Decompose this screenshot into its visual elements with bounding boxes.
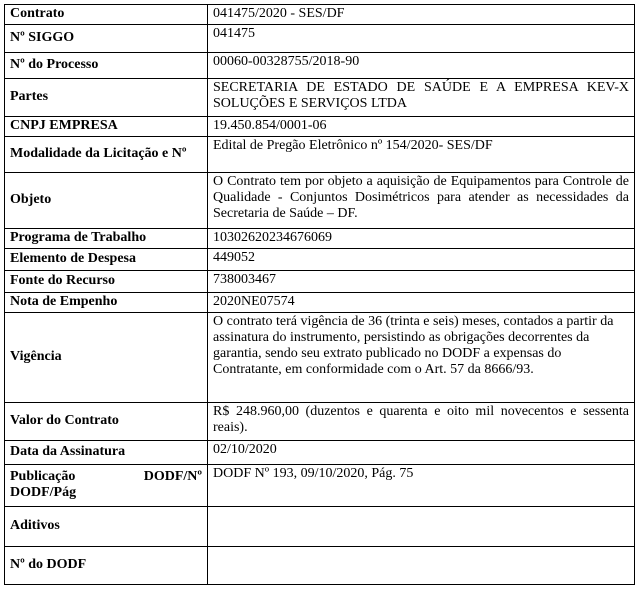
table-row: [5, 403, 635, 441]
row-value: 041475: [208, 25, 635, 53]
row-label: Nº do DODF: [5, 547, 208, 585]
row-value: 2020NE07574: [208, 293, 635, 313]
row-label: CNPJ EMPRESA: [5, 117, 208, 137]
row-value: DODF Nº 193, 09/10/2020, Pág. 75: [208, 465, 635, 507]
row-label: Partes: [5, 79, 208, 117]
row-label: Nº SIGGO: [5, 25, 208, 53]
label-part: DODF/Pág: [10, 485, 77, 500]
row-label: Vigência: [5, 313, 208, 403]
row-label: Valor do Contrato: [5, 403, 208, 441]
row-value: Edital de Pregão Eletrônico nº 154/2020- SES/DF: [208, 137, 635, 173]
row-value: [208, 507, 635, 547]
row-label: Objeto: [5, 173, 208, 229]
row-label: Contrato: [5, 5, 208, 25]
contract-summary-table: [4, 4, 635, 585]
row-value: O Contrato tem por objeto a aquisição de Equipamentos para Controle de Qualidade - Conjuntos Dosimétricos para atender as necessidades da Secretaria de Saúde – DF.: [208, 173, 635, 229]
table-row: [5, 441, 635, 465]
table-row: [5, 313, 635, 403]
row-value: 00060-00328755/2018-90: [208, 53, 635, 79]
table-row: [5, 229, 635, 249]
row-value: 02/10/2020: [208, 441, 635, 465]
row-value: R$ 248.960,00 (duzentos e quarenta e oito mil novecentos e sessenta reais).: [208, 403, 635, 441]
table-row: [5, 173, 635, 229]
table-row: [5, 547, 635, 585]
row-label: Nota de Empenho: [5, 293, 208, 313]
table-row: [5, 137, 635, 173]
row-value: 041475/2020 - SES/DF: [208, 5, 635, 25]
row-label: Fonte do Recurso: [5, 271, 208, 293]
table-row: [5, 5, 635, 25]
table-row: [5, 507, 635, 547]
table-row: [5, 465, 635, 507]
row-label: [5, 465, 208, 507]
row-value: [208, 547, 635, 585]
row-value: 19.450.854/0001-06: [208, 117, 635, 137]
row-label: Modalidade da Licitação e Nº: [5, 137, 208, 173]
table-row: [5, 79, 635, 117]
table-row: [5, 249, 635, 271]
row-value: SECRETARIA DE ESTADO DE SAÚDE E A EMPRESA KEV-X SOLUÇÕES E SERVIÇOS LTDA: [208, 79, 635, 117]
row-label: Aditivos: [5, 507, 208, 547]
row-value: 738003467: [208, 271, 635, 293]
row-value: 10302620234676069: [208, 229, 635, 249]
label-part: DODF/Nº: [143, 469, 202, 484]
table-row: [5, 293, 635, 313]
label-line: [10, 469, 202, 485]
label-part: Publicação: [10, 469, 76, 484]
table-row: [5, 271, 635, 293]
row-label: Programa de Trabalho: [5, 229, 208, 249]
table-row: [5, 25, 635, 53]
row-value: O contrato terá vigência de 36 (trinta e seis) meses, contados a partir da assinatura do instrumento, persistindo as obrigações decorrentes da garantia, sendo seu extrato publicado no DODF a expensas do Contratante, em conformidade com o Art. 57 da 8666/93.: [208, 313, 635, 403]
row-label: Nº do Processo: [5, 53, 208, 79]
table-row: [5, 53, 635, 79]
row-label: Data da Assinatura: [5, 441, 208, 465]
row-value: 449052: [208, 249, 635, 271]
table-row: [5, 117, 635, 137]
row-label: Elemento de Despesa: [5, 249, 208, 271]
